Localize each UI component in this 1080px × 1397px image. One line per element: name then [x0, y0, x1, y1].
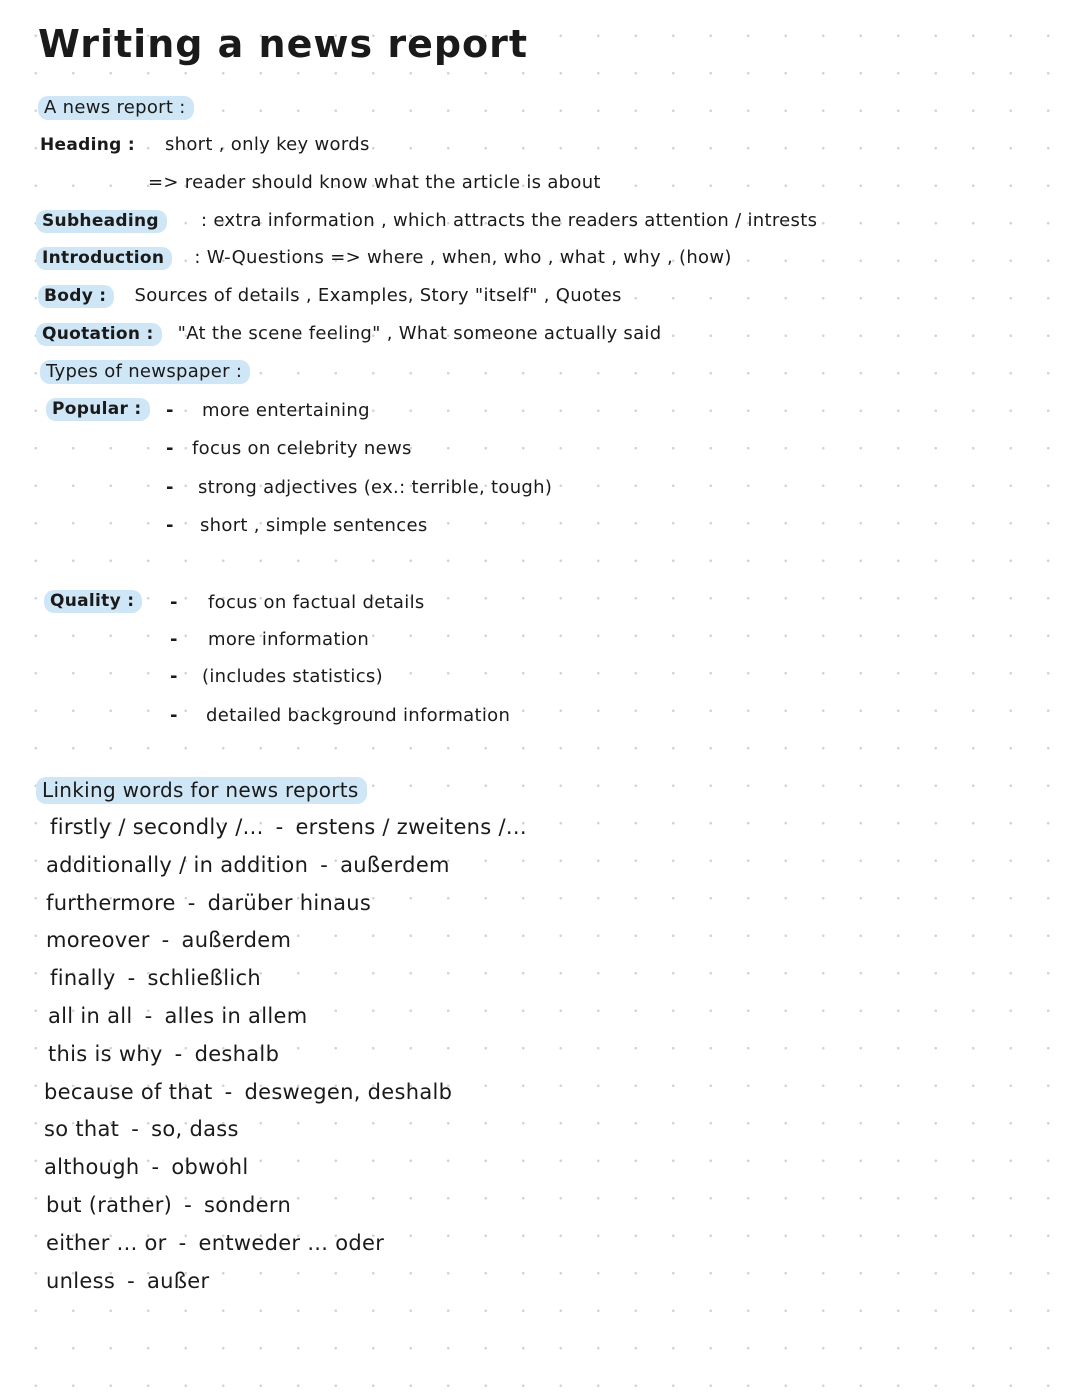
dash-separator: -	[224, 1079, 233, 1104]
german-translation: deswegen, deshalb	[244, 1079, 453, 1104]
german-translation: sondern	[204, 1193, 292, 1217]
dash-separator: -	[131, 1117, 140, 1142]
definition-heading	[40, 134, 370, 155]
german-translation: erstens / zweitens /...	[295, 815, 527, 839]
dash-separator: -	[174, 1041, 183, 1066]
list-item: - focus on factual details	[170, 592, 425, 613]
english-term: additionally / in addition	[46, 852, 309, 877]
term: Introduction	[36, 247, 172, 270]
definition-introduction	[42, 247, 732, 268]
dash-separator: -	[178, 1230, 187, 1255]
dash-separator: -	[144, 1004, 153, 1028]
dash-separator: -	[187, 890, 196, 915]
definition-heading-note	[148, 172, 601, 193]
definition: short , only key words	[164, 134, 370, 155]
linking-word-row	[44, 1080, 452, 1104]
quality-label: Quality :	[50, 590, 142, 611]
definition: : W-Questions => where , when, who , what , why , (how)	[194, 247, 732, 268]
definition-subheading	[42, 210, 817, 231]
english-term: so that	[44, 1117, 120, 1142]
german-translation: schließlich	[147, 966, 261, 991]
linking-word-row	[48, 1042, 279, 1066]
linking-word-row	[46, 1231, 384, 1255]
linking-word-row	[46, 1269, 209, 1293]
german-translation: so, dass	[151, 1117, 239, 1142]
highlight: Types of newspaper :	[40, 360, 250, 384]
linking-word-row	[46, 1193, 291, 1217]
term: Subheading	[36, 210, 167, 233]
definition: Sources of details , Examples, Story "itself" , Quotes	[134, 285, 622, 306]
german-translation: außer	[146, 1268, 210, 1293]
highlight: A news report :	[38, 96, 194, 120]
english-term: either ... or	[46, 1230, 167, 1255]
dash-separator: -	[275, 815, 284, 839]
linking-word-row	[50, 966, 261, 990]
linking-word-row	[46, 928, 291, 952]
dash-separator: -	[161, 928, 170, 953]
german-translation: außerdem	[181, 928, 292, 953]
german-translation: außerdem	[340, 852, 450, 877]
english-term: but (rather)	[46, 1193, 173, 1217]
dash-separator: -	[127, 966, 136, 991]
linking-word-row	[46, 891, 371, 915]
section-heading-news-report	[44, 97, 194, 118]
definition: "At the scene feeling" , What someone actually said	[177, 323, 662, 344]
dash-separator: -	[151, 1155, 160, 1180]
linking-word-row	[50, 815, 527, 839]
linking-word-row	[46, 853, 450, 877]
german-translation: deshalb	[194, 1041, 280, 1066]
highlight: Linking words for news reports	[36, 777, 367, 804]
list-item: - strong adjectives (ex.: terrible, tough)	[166, 477, 553, 498]
english-term: moreover	[46, 928, 150, 953]
term: Quotation :	[36, 323, 162, 346]
english-term: furthermore	[46, 890, 176, 915]
list-item: - detailed background information	[170, 705, 511, 726]
linking-word-row	[44, 1117, 239, 1141]
linking-word-row	[44, 1155, 249, 1179]
english-term: firstly / secondly /...	[50, 815, 264, 839]
list-item: - more information	[170, 629, 370, 650]
english-term: unless	[46, 1268, 116, 1293]
term: Heading :	[40, 135, 135, 155]
english-term: this is why	[48, 1041, 163, 1066]
english-term: all in all	[48, 1004, 133, 1028]
term: Body :	[38, 285, 114, 308]
german-translation: entweder ... oder	[198, 1230, 385, 1255]
dash-separator: -	[320, 852, 329, 877]
list-item: - more entertaining	[166, 400, 370, 421]
section-heading-newspaper-types	[46, 361, 250, 382]
english-term: finally	[50, 966, 116, 991]
linking-word-row	[48, 1004, 307, 1028]
popular-label: Popular :	[52, 398, 150, 419]
definition-quotation	[42, 323, 661, 344]
german-translation: obwohl	[171, 1155, 249, 1180]
dash-separator: -	[184, 1193, 193, 1217]
definition-body	[44, 285, 622, 306]
german-translation: darüber hinaus	[207, 890, 372, 915]
definition: : extra information , which attracts the readers attention / intrests	[200, 210, 818, 231]
german-translation: alles in allem	[164, 1004, 308, 1028]
dash-separator: -	[127, 1268, 135, 1293]
section-heading-linking-words	[42, 778, 367, 802]
definition: => reader should know what the article is about	[148, 172, 601, 193]
english-term: because of that	[44, 1079, 213, 1104]
list-item: - focus on celebrity news	[166, 438, 412, 459]
english-term: although	[44, 1155, 140, 1180]
page-title: Writing a news report	[38, 22, 529, 66]
list-item: - (includes statistics)	[170, 666, 383, 687]
list-item: - short , simple sentences	[166, 515, 428, 536]
